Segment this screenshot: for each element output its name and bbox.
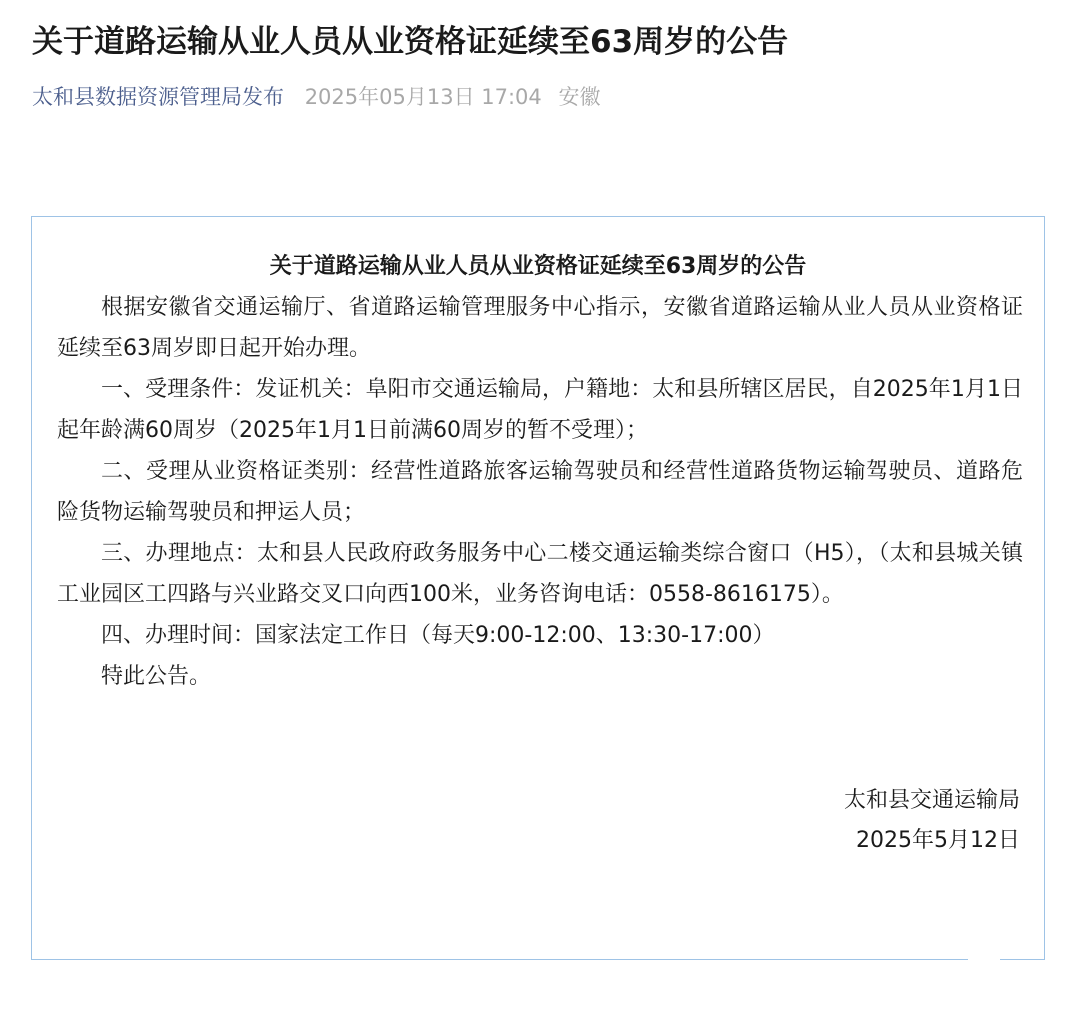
article-meta [32,80,600,114]
publish-datetime: 2025年05月13日 17:04 [304,85,542,109]
notice-signature [844,781,1020,861]
box-corner-mask [968,952,1000,968]
notice-paragraph-location: 三、办理地点：太和县人民政府政务服务中心二楼交通运输类综合窗口（H5），（太和县城关镇工业园区工四路与兴业路交叉口向西100米，业务咨询电话：0558-8616175）。 [57,541,1023,607]
notice-title: 关于道路运输从业人员从业资格证延续至63周岁的公告 [269,254,807,279]
notice-paragraph-hours: 四、办理时间：国家法定工作日（每天9:00-12:00、13:30-17:00） [101,623,775,648]
publisher-link[interactable]: 太和县数据资源管理局发布 [32,85,284,109]
notice-paragraph-conditions: 一、受理条件：发证机关：阜阳市交通运输局，户籍地：太和县所辖区居民，自2025年1月1日起年龄满60周岁（2025年1月1日前满60周岁的暂不受理）； [57,377,1023,443]
notice-paragraph-intro: 根据安徽省交通运输厅、省道路运输管理服务中心指示，安徽省道路运输从业人员从业资格证延续至63周岁即日起开始办理。 [57,295,1023,361]
signature-org: 太和县交通运输局 [843,788,1020,813]
notice-paragraph-categories: 二、受理从业资格证类别：经营性道路旅客运输驾驶员和经营性道路货物运输驾驶员、道路危险货物运输驾驶员和押运人员； [57,459,1023,525]
signature-date: 2025年5月12日 [856,828,1020,853]
notice-body [57,287,1023,697]
notice-box [31,216,1045,960]
publish-region: 安徽 [558,85,601,109]
page-title: 关于道路运输从业人员从业资格证延续至63周岁的公告 [32,24,789,60]
notice-paragraph-closing: 特此公告。 [101,664,212,689]
